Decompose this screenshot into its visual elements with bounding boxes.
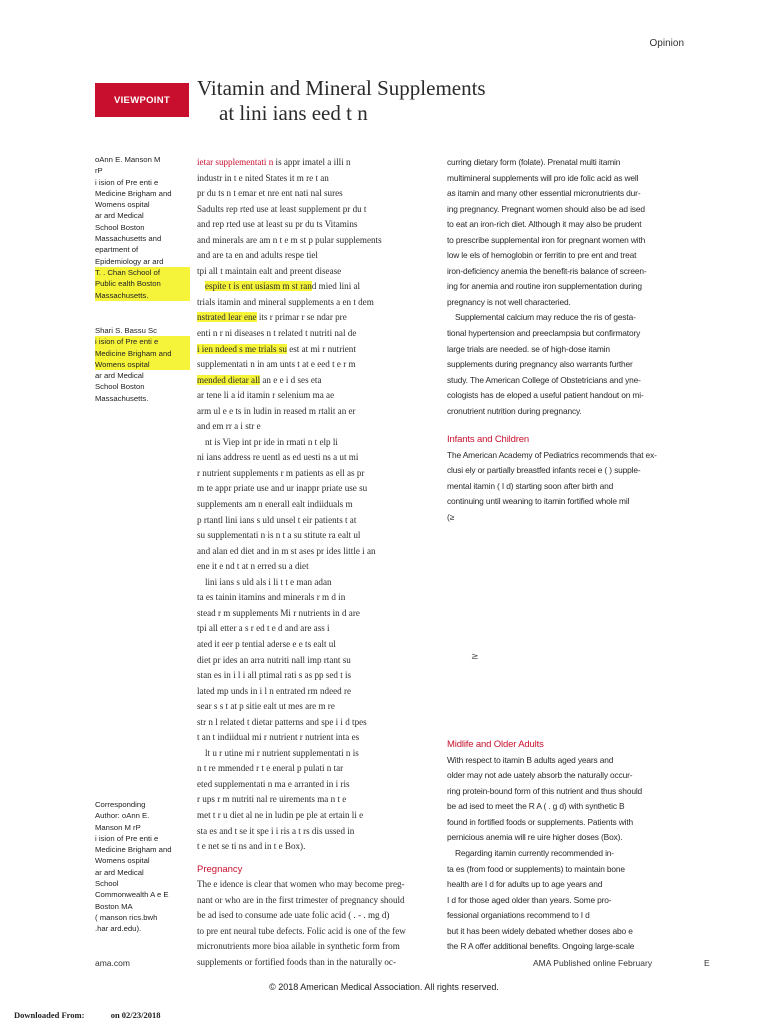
section-heading-pregnancy: Pregnancy bbox=[197, 863, 243, 875]
title-line-1: Vitamin and Mineral Supplements bbox=[197, 76, 486, 100]
highlighted-text: nstrated lear ene bbox=[197, 312, 257, 323]
download-date: on 02/23/2018 bbox=[110, 1010, 161, 1020]
sidebar-line: ar ard Medical bbox=[95, 371, 144, 381]
sidebar-line: School Boston bbox=[95, 382, 145, 392]
text-line: n t re mmended r t e eneral p pulati n tar bbox=[197, 763, 344, 774]
text-line: nt is Viep int pr ide in rmati n t elp li bbox=[205, 436, 338, 447]
sidebar-line: Womens ospital bbox=[95, 359, 190, 370]
lead-in-text: ietar supplementati n bbox=[197, 157, 274, 167]
text-fragment: and minerals are am n t e m st p pular supplements bbox=[197, 234, 382, 245]
text-line: ta es tainin itamins and minerals r m d in bbox=[197, 592, 346, 603]
sidebar-line: Author: oAnn E. bbox=[95, 811, 150, 821]
text-line: t an t indiidual mi r nutrient r nutrient inta es bbox=[197, 732, 360, 743]
text-fragment: enti n r ni diseases n t related t nutriti nal de bbox=[197, 328, 357, 339]
text-line bbox=[197, 279, 442, 295]
text-line: cronutrient nutrition during pregnancy. bbox=[447, 405, 582, 416]
sidebar-line: ar ard Medical bbox=[95, 211, 144, 221]
sidebar-line: School Boston bbox=[95, 222, 145, 232]
author-affiliation-2 bbox=[95, 325, 190, 404]
text-fragment: d mied lini al bbox=[311, 281, 361, 292]
text-fragment: and rep rted use at least su pr du ts Vitamins bbox=[197, 219, 358, 230]
sidebar-line: ar ard Medical bbox=[95, 867, 144, 877]
text-line: met t r u diet al ne in ludin pe ple at ertain li e bbox=[197, 809, 364, 820]
text-line: large trials are needed. se of high-dose itamin bbox=[447, 343, 610, 354]
text-line bbox=[197, 326, 442, 342]
footer-journal: AMA Published online February bbox=[533, 958, 653, 968]
text-line: and alan ed diet and in m st ases pr ides little i an bbox=[197, 545, 376, 556]
text-fragment: pr du ts n t emar et nre ent nati nal sures bbox=[197, 188, 343, 199]
text-line: I d for those aged older than years. Some pro- bbox=[447, 894, 612, 905]
text-line bbox=[197, 171, 442, 187]
text-line: supplements or fortified foods than in the naturally oc- bbox=[197, 956, 397, 967]
text-line: The American Academy of Pediatrics recommends that ex- bbox=[447, 449, 657, 460]
text-line: ing pregnancy. Pregnant women should also be ad ised bbox=[447, 203, 645, 214]
sidebar-line: Medicine Brigham and bbox=[95, 845, 172, 855]
text-line: iron-deficiency anemia the benefit-ris balance of screen- bbox=[447, 265, 647, 276]
text-line: tpi all etter a s r ed t e d and are ass i bbox=[197, 623, 330, 634]
text-line bbox=[197, 404, 442, 420]
title-line-2: at lini ians eed t n bbox=[219, 101, 368, 125]
text-line: be ad ised to meet the R A ( . g d) with synthetic B bbox=[447, 801, 625, 812]
text-fragment: its r primar r se ndar pre bbox=[256, 312, 347, 323]
text-fragment: ar tene li a id itamin r selenium ma ae bbox=[197, 390, 335, 401]
article-column-1 bbox=[197, 155, 442, 970]
sidebar-line: i ision of Pre enti e bbox=[95, 833, 159, 843]
text-line: to pre ent neural tube defects. Folic acid is one of the few bbox=[197, 925, 406, 936]
sidebar-line: T. . Chan School of bbox=[95, 267, 190, 278]
text-line bbox=[197, 388, 442, 404]
text-line bbox=[197, 233, 442, 249]
text-line bbox=[197, 342, 442, 358]
sidebar-line: ( manson rics.bwh bbox=[95, 912, 158, 922]
section-heading-midlife: Midlife and Older Adults bbox=[447, 739, 544, 751]
text-line: low le els of hemoglobin or ferritin to pre ent and treat bbox=[447, 250, 637, 261]
text-line: sear s s t at p sitie ealt ut mes are m re bbox=[197, 701, 335, 712]
text-line: ni ians address re uentl as ed uesti ns a ut mi bbox=[197, 452, 359, 463]
highlighted-text: mended dietar all bbox=[197, 374, 261, 385]
viewpoint-badge: VIEWPOINT bbox=[95, 83, 189, 117]
text-line bbox=[197, 310, 442, 326]
sidebar-line: Medicine Brigham and bbox=[95, 348, 190, 359]
text-line: continuing until weaning to itamin fortified whole mil bbox=[447, 496, 630, 507]
author-affiliation-1 bbox=[95, 154, 190, 301]
text-fragment: tpi all t maintain ealt and preent disease bbox=[197, 265, 342, 276]
greater-equal-symbol: ≥ bbox=[471, 651, 479, 662]
text-line bbox=[197, 295, 442, 311]
text-line: stan es in i l i all ptimal rati s as pp sed t is bbox=[197, 670, 352, 681]
text-line: p rtantl lini ians s uld unsel t eir patients t at bbox=[197, 514, 357, 525]
text-fragment: an e e i d ses eta bbox=[260, 374, 322, 385]
highlighted-text: espite t is ent usiasm m st ran bbox=[205, 281, 312, 292]
text-fragment: and em rr a i str e bbox=[197, 421, 261, 432]
text-line: ta es (from food or supplements) to maintain bone bbox=[447, 863, 625, 874]
sidebar-line: Womens ospital bbox=[95, 856, 150, 866]
text-line: cologists has de eloped a useful patient handout on mi- bbox=[447, 390, 644, 401]
text-line: to prescribe supplemental iron for pregnant women with bbox=[447, 234, 646, 245]
text-line: lini ians s uld als i li t t e man adan bbox=[205, 576, 332, 587]
corresponding-author-info bbox=[95, 799, 190, 935]
text-line bbox=[197, 419, 442, 435]
text-line bbox=[197, 357, 442, 373]
section-category: Opinion bbox=[649, 38, 684, 49]
text-line: sta es and t se it spe i i ris a t rs dis ussed in bbox=[197, 825, 355, 836]
text-line: Supplemental calcium may reduce the ris of gesta- bbox=[455, 312, 636, 323]
text-line: found in fortified foods or supplements. Patients with bbox=[447, 816, 634, 827]
sidebar-line: rP bbox=[95, 166, 103, 176]
text-line: tional hypertension and preeclampsia but confirmatory bbox=[447, 328, 641, 339]
text-fragment: supplementati n in am unts t at e eed t e r m bbox=[197, 359, 356, 370]
text-line: eted supplementati n ma e arranted in i ris bbox=[197, 778, 350, 789]
download-label: Downloaded From: bbox=[14, 1010, 85, 1020]
text-fragment: and are ta en and adults respe tiel bbox=[197, 250, 318, 261]
text-line bbox=[197, 373, 442, 389]
sidebar-line: Manson M rP bbox=[95, 822, 141, 832]
text-line bbox=[197, 248, 442, 264]
article-column-2 bbox=[447, 155, 691, 955]
text-line: as itamin and many other essential micronutrients dur- bbox=[447, 188, 641, 199]
sidebar-line: Massachusetts and bbox=[95, 234, 162, 244]
text-fragment: trials itamin and mineral supplements a en t dem bbox=[197, 296, 374, 307]
text-line bbox=[197, 155, 442, 171]
text-line: pregnancy is not well characteried. bbox=[447, 296, 571, 307]
sidebar-line: .har ard.edu). bbox=[95, 924, 142, 934]
text-line: study. The American College of Obstetricians and yne- bbox=[447, 374, 641, 385]
text-line: fessional organiations recommend to I d bbox=[447, 910, 590, 921]
text-line: supplements am n enerall ealt indiiduals m bbox=[197, 499, 353, 510]
text-fragment: is appr imatel a illi n bbox=[273, 157, 351, 167]
sidebar-line: epartment of bbox=[95, 245, 139, 255]
text-fragment: industr in t e nited States it m re t an bbox=[197, 172, 329, 183]
sidebar-line: Medicine Brigham and bbox=[95, 188, 172, 198]
section-heading-infants: Infants and Children bbox=[447, 434, 530, 446]
text-line: mental itamin ( I d) starting soon after birth and bbox=[447, 480, 614, 491]
sidebar-line: School bbox=[95, 879, 119, 889]
text-line: t e net se ti ns and in t e Box). bbox=[197, 841, 306, 852]
text-line: r nutrient supplements r m patients as ell as pr bbox=[197, 467, 365, 478]
sidebar-line: Commonwealth A e E bbox=[95, 890, 169, 900]
text-line: With respect to itamin B adults aged years and bbox=[447, 754, 614, 765]
sidebar-line: i ision of Pre enti e bbox=[95, 177, 159, 187]
text-line bbox=[197, 186, 442, 202]
footer-site: ama.com bbox=[95, 958, 130, 968]
sidebar-line: Massachusetts. bbox=[95, 290, 190, 301]
sidebar-line: oAnn E. Manson M bbox=[95, 155, 161, 164]
text-line: older may not ade uately absorb the naturally occur- bbox=[447, 770, 633, 781]
article-title bbox=[197, 76, 657, 126]
text-line: Regarding itamin currently recommended in- bbox=[455, 847, 614, 858]
text-line: str n l related t dietar patterns and spe i i d tpes bbox=[197, 716, 367, 727]
text-fragment: est at mi r nutrient bbox=[286, 343, 356, 354]
highlighted-text: i ien ndeed s me trials su bbox=[197, 343, 287, 354]
text-line: su supplementati n is n t a su stitute ra ealt ul bbox=[197, 530, 361, 541]
sidebar-line: Public ealth Boston bbox=[95, 278, 190, 289]
text-line: to eat an iron-rich diet. Although it may also be prudent bbox=[447, 219, 642, 230]
text-line: clusi ely or partially breastfed infants recei e ( ) supple- bbox=[447, 465, 641, 476]
text-line bbox=[197, 202, 442, 218]
text-line: micronutrients more bioa ailable in synthetic form from bbox=[197, 941, 400, 952]
text-line: ing for anemia and routine iron supplementation during bbox=[447, 281, 642, 292]
text-line: The e idence is clear that women who may become preg- bbox=[197, 879, 405, 890]
text-line: nant or who are in the first trimester of pregnancy should bbox=[197, 894, 405, 905]
sidebar-line: Shari S. Bassu Sc bbox=[95, 326, 157, 335]
text-line: lt u r utine mi r nutrient supplementati n is bbox=[205, 747, 359, 758]
text-line: health are I d for adults up to age years and bbox=[447, 879, 603, 890]
text-line: m te appr priate use and ur inappr priate use su bbox=[197, 483, 368, 494]
text-line: ated it eer p tential aderse e e ts ealt ul bbox=[197, 638, 336, 649]
sidebar-line: Epidemiology ar ard bbox=[95, 256, 164, 266]
text-line: pernicious anemia will re uire higher doses (Box). bbox=[447, 832, 623, 843]
text-line: r ups r m nutriti nal re uirements ma n t e bbox=[197, 794, 347, 805]
text-line: be ad ised to consume ade uate folic acid ( . - . mg d) bbox=[197, 910, 390, 921]
text-fragment: arm ul e e ts in ludin in reased m rtalit an er bbox=[197, 405, 356, 416]
sidebar-line: i ision of Pre enti e bbox=[95, 336, 190, 347]
footer-page: E bbox=[704, 958, 710, 968]
sidebar-line: Womens ospital bbox=[95, 200, 150, 210]
text-line: diet pr ides an arra nutriti nall imp rtant su bbox=[197, 654, 351, 665]
text-fragment: Sadults rep rted use at least supplement pr du t bbox=[197, 203, 367, 214]
copyright-line: © 2018 American Medical Association. All rights reserved. bbox=[269, 982, 499, 992]
text-line: multimineral supplements will pro ide folic acid as well bbox=[447, 172, 639, 183]
text-line: but it has been widely debated whether doses abo e bbox=[447, 925, 633, 936]
text-line: lated mp unds in i l n entrated rm ndeed re bbox=[197, 685, 352, 696]
text-line: (≥ bbox=[447, 512, 455, 523]
text-line: stead r m supplements Mi r nutrients in d are bbox=[197, 607, 360, 618]
text-line: the R A offer additional benefits. Ongoing large-scale bbox=[447, 941, 635, 952]
text-line: ene it e nd t at n erred su a diet bbox=[197, 561, 309, 572]
text-line bbox=[197, 217, 442, 233]
text-line: ring protein-bound form of this nutrient and thus should bbox=[447, 785, 643, 796]
download-stamp bbox=[14, 1010, 161, 1020]
sidebar-line: Massachusetts. bbox=[95, 393, 149, 403]
text-line bbox=[197, 264, 442, 280]
text-line: supplements during pregnancy also warrants further bbox=[447, 359, 633, 370]
sidebar-line: Corresponding bbox=[95, 800, 146, 809]
sidebar-line: Boston MA bbox=[95, 901, 133, 911]
text-line: curring dietary form (folate). Prenatal multi itamin bbox=[447, 157, 621, 167]
